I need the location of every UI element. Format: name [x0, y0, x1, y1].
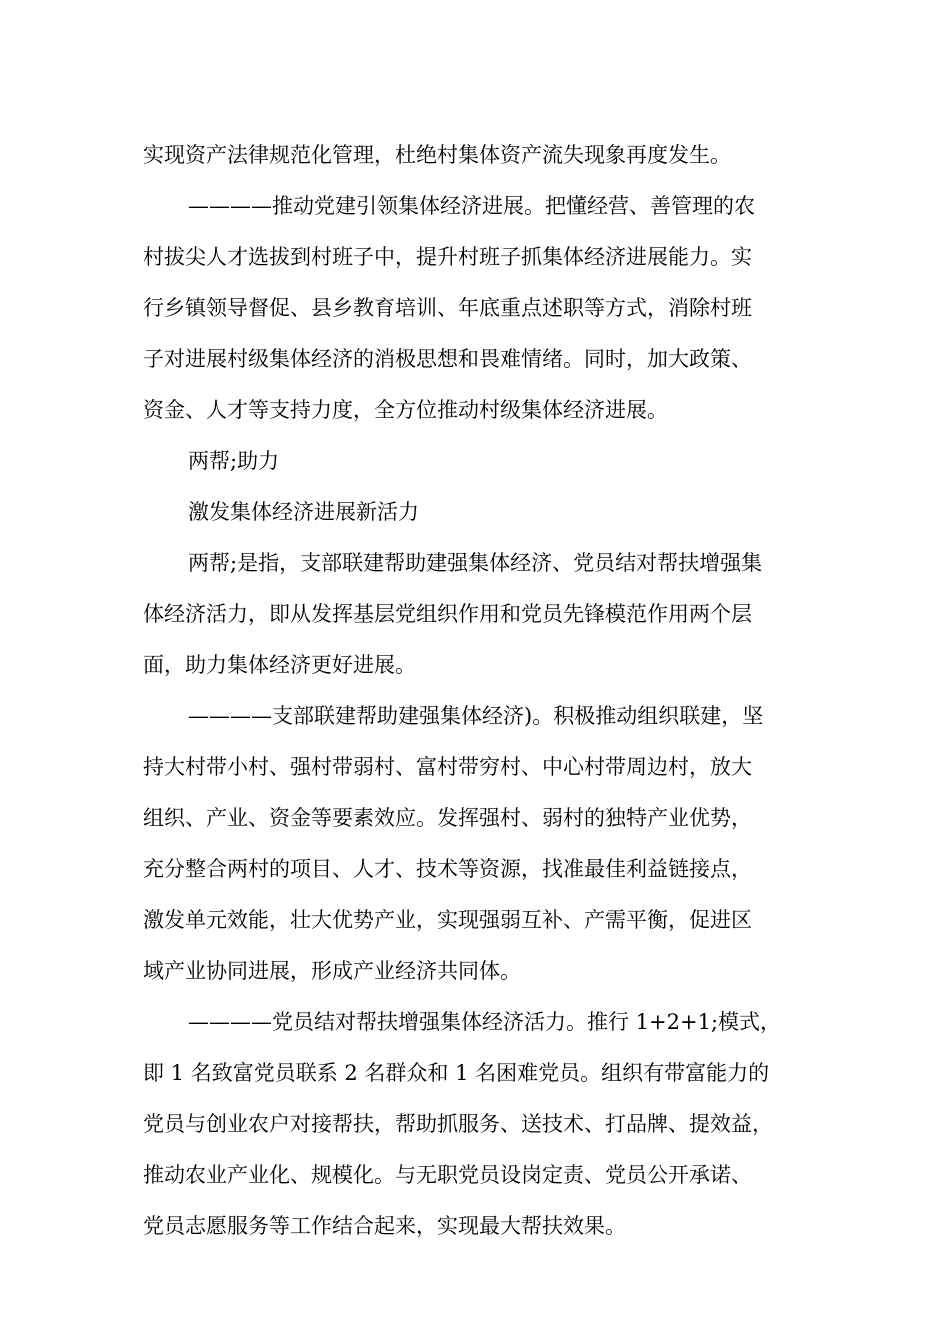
text-line: 激发集体经济进展新活力	[188, 500, 419, 524]
text-line: 持大村带小村、强村带弱村、富村带穷村、中心村带周边村，放大	[143, 755, 752, 779]
text-line: ————党员结对帮扶增强集体经济活力。推行 1+2+1;模式，	[188, 1010, 782, 1034]
text-line: 体经济活力，即从发挥基层党组织作用和党员先锋模范作用两个层	[143, 602, 752, 626]
text-line: ————推动党建引领集体经济进展。把懂经营、善管理的农	[188, 194, 755, 218]
text-line: 域产业协同进展，形成产业经济共同体。	[143, 959, 521, 983]
text-line: 即 1 名致富党员联系 2 名群众和 1 名困难党员。组织有带富能力的	[143, 1061, 770, 1085]
text-line: 子对进展村级集体经济的消极思想和畏难情绪。同时，加大政策、	[143, 347, 752, 371]
text-line: 行乡镇领导督促、县乡教育培训、年底重点述职等方式，消除村班	[143, 296, 752, 320]
text-line: ————支部联建帮助建强集体经济)。积极推动组织联建，坚	[188, 704, 764, 728]
text-line: 党员与创业农户对接帮扶，帮助抓服务、送技术、打品牌、提效益，	[143, 1112, 773, 1136]
text-line: 资金、人才等支持力度，全方位推动村级集体经济进展。	[143, 398, 668, 422]
text-line: 两帮;助力	[188, 449, 280, 473]
text-line: 面，助力集体经济更好进展。	[143, 653, 416, 677]
text-line: 村拔尖人才选拔到村班子中，提升村班子抓集体经济进展能力。实	[143, 245, 752, 269]
text-line: 充分整合两村的项目、人才、技术等资源，找准最佳利益链接点，	[143, 857, 752, 881]
text-line: 推动农业产业化、规模化。与无职党员设岗定责、党员公开承诺、	[143, 1163, 752, 1187]
text-line: 党员志愿服务等工作结合起来，实现最大帮扶效果。	[143, 1214, 626, 1238]
text-line: 两帮;是指，支部联建帮助建强集体经济、党员结对帮扶增强集	[188, 551, 763, 575]
text-line: 实现资产法律规范化管理，杜绝村集体资产流失现象再度发生。	[143, 143, 731, 167]
text-line: 组织、产业、资金等要素效应。发挥强村、弱村的独特产业优势，	[143, 806, 752, 830]
body-text	[143, 130, 811, 1252]
text-line: 激发单元效能，壮大优势产业，实现强弱互补、产需平衡，促进区	[143, 908, 752, 932]
